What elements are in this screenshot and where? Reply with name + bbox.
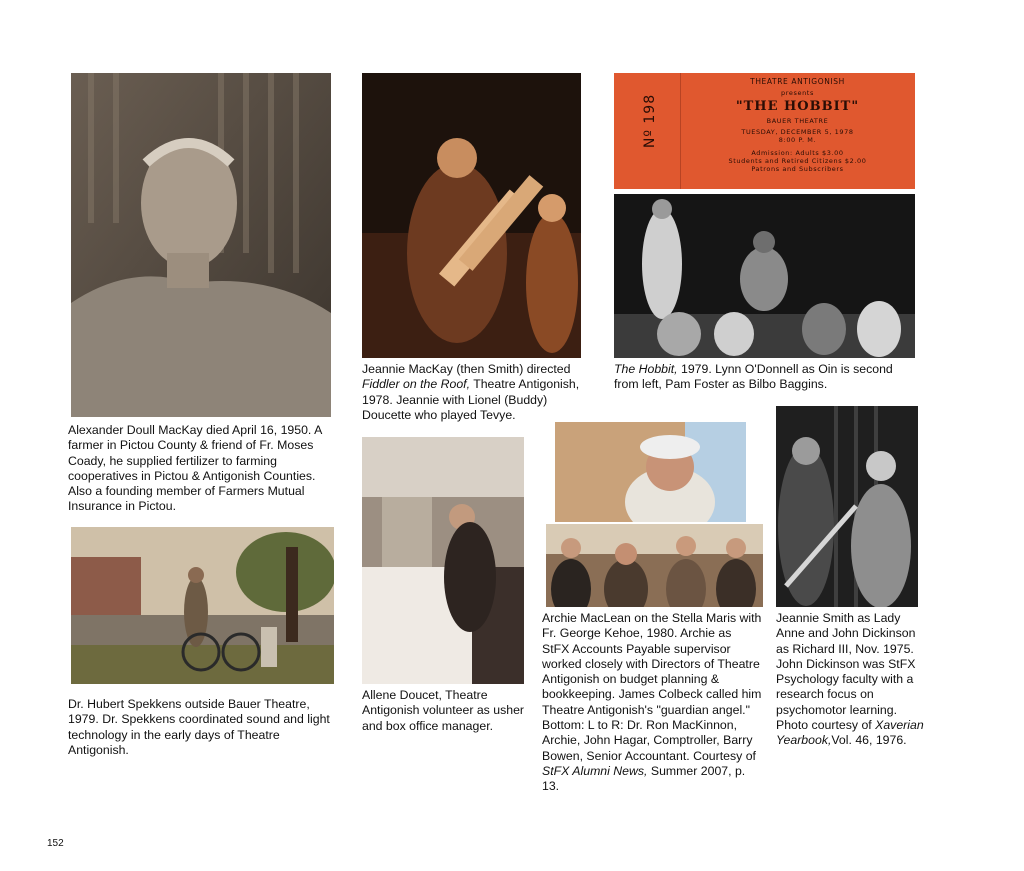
caption-spekkens: Dr. Hubert Spekkens outside Bauer Theatre, 1979. Dr. Spekkens coordinated sound and light technology in the early days of Theatre Antigonish. (68, 697, 330, 757)
photo-mackay-portrait (71, 73, 331, 417)
photo-the-hobbit (614, 194, 915, 358)
photo-richard-iii (776, 406, 918, 607)
photo-spekkens-bicycle (71, 527, 334, 684)
caption-maclean-title: StFX Alumni News, (542, 763, 648, 778)
ticket-venue: BAUER THEATRE (766, 117, 829, 125)
caption-fiddler-part1: Jeannie MacKay (then Smith) directed (362, 362, 571, 376)
hobbit-ticket (614, 73, 915, 189)
ticket-title: "THE HOBBIT" (735, 99, 860, 114)
caption-doucet: Allene Doucet, Theatre Antigonish volunteer as usher and box office manager. (362, 688, 525, 733)
ticket-time: 8:00 P. M. (778, 136, 817, 144)
ticket-patrons: Patrons and Subscribers (751, 165, 844, 173)
caption-fiddler (362, 362, 594, 423)
caption-mackay: Alexander Doull MacKay died April 16, 1950. A farmer in Pictou County & friend of Fr. Moses Coady, he supplied fertilizer to farming cooperatives in Pictou & Antigonish Counties. Also a founding member of Farmers Mutual Insurance in Pictou. (68, 423, 322, 514)
page-number: 152 (47, 838, 64, 849)
ticket-date: TUESDAY, DECEMBER 5, 1978 (741, 128, 854, 136)
caption-richard-part2: Vol. 46, 1976. (831, 733, 907, 748)
ticket-body (684, 73, 911, 173)
ticket-admission-students: Students and Retired Citizens $2.00 (728, 157, 867, 165)
caption-hobbit (614, 362, 919, 393)
photo-allene-doucet (362, 437, 524, 684)
caption-richard-title: Xaverian Yearbook, (776, 718, 924, 748)
caption-richard-iii (776, 611, 926, 749)
caption-fiddler-title: Fiddler on the Roof, (362, 377, 471, 392)
ticket-presenter: THEATRE ANTIGONISH (750, 77, 845, 86)
caption-hobbit-part2: 1979. Lynn O'Donnell as Oin is second from left, Pam Foster as Bilbo Baggins. (614, 362, 893, 392)
caption-maclean-part1: Archie MacLean on the Stella Maris with Fr. George Kehoe, 1980. Archie as StFX Accounts Payable supervisor worked closely with Directors of Theatre Antigonish on budget planning & bookkeeping. James Colbeck called him Theatre Antigonish's "guardian angel." Bottom: L to R: Dr. Ron MacKinnon, Archie, John Hagar, Comptroller, Barry Bowen, Senior Accountant. Courtesy of (542, 611, 762, 763)
photo-fiddler-on-the-roof (362, 73, 581, 358)
caption-maclean-part2: Summer 2007, p. 13. (542, 763, 746, 794)
ticket-stub (614, 73, 681, 189)
photo-archie-maclean-cap (555, 422, 746, 522)
ticket-number: Nº 198 (642, 93, 658, 149)
caption-maclean (542, 611, 762, 795)
photo-accounting-group (546, 524, 763, 607)
caption-richard-part1: Jeannie Smith as Lady Anne and John Dickinson as Richard III, Nov. 1975. John Dickinson was StFX Psychology faculty with a research focus on psychomotor learning. Photo courtesy of (776, 611, 916, 733)
caption-hobbit-title: The Hobbit, (614, 362, 678, 376)
ticket-admission-adults: Admission: Adults $3.00 (751, 149, 844, 157)
caption-fiddler-part2: Theatre Antigonish, 1978. Jeannie with Lionel (Buddy) Doucette who played Tevye. (362, 377, 580, 422)
ticket-presents: presents (781, 89, 814, 97)
